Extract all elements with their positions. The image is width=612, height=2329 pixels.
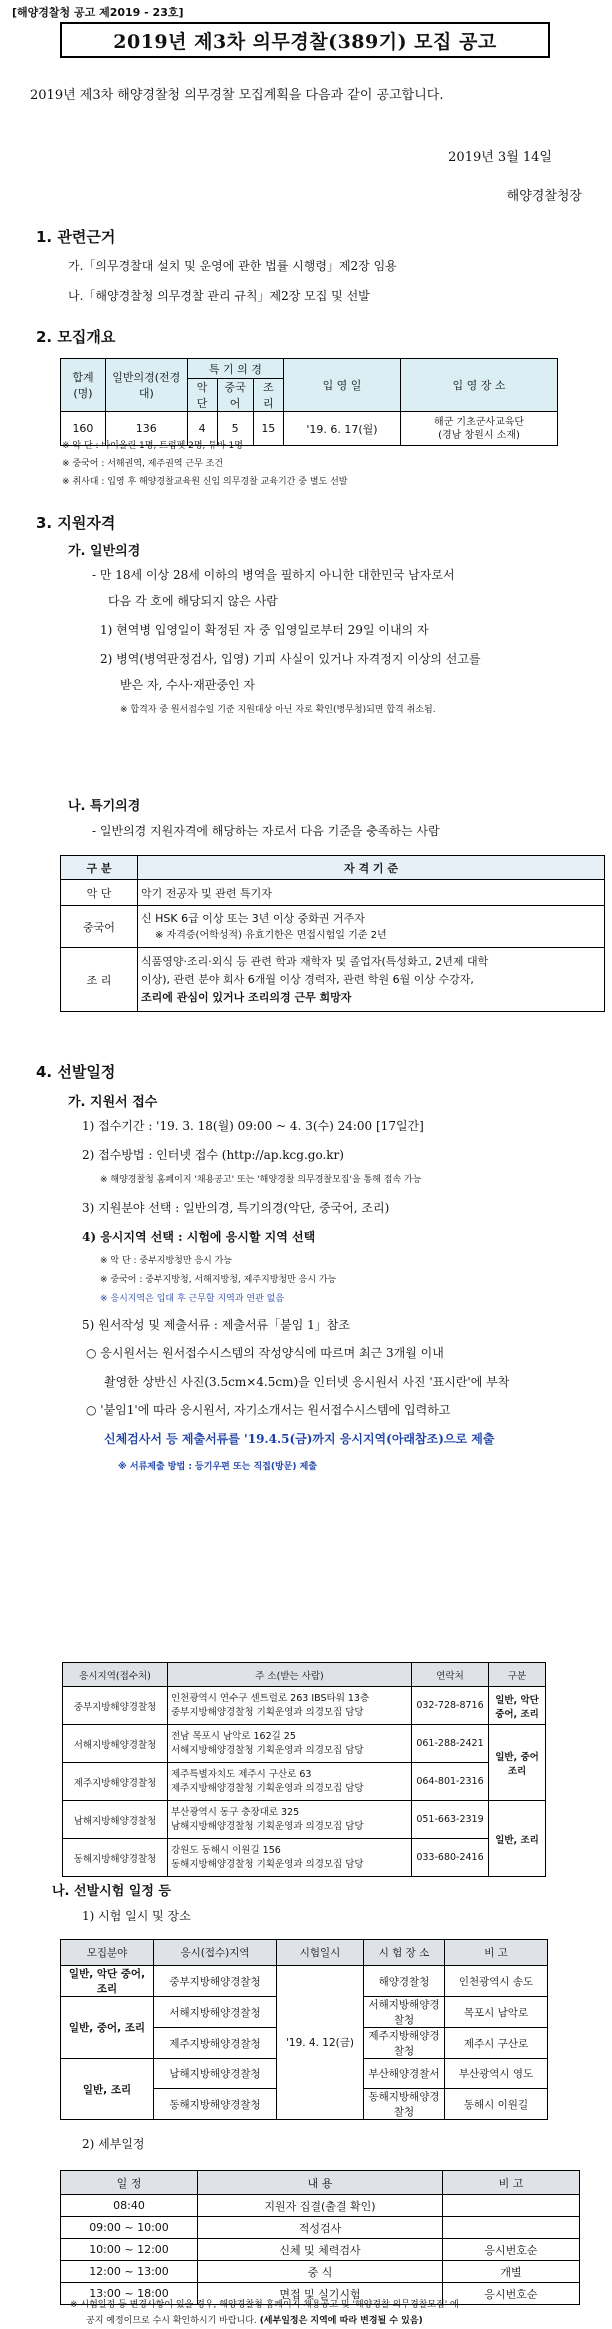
header-entry-place: 입 영 장 소: [401, 359, 558, 412]
notice-date: 2019년 3월 14일: [448, 150, 552, 165]
exam-note-jungbu: 인천광역시 송도: [445, 1966, 548, 1997]
exam-field-3: 일반, 조리: [61, 2059, 154, 2120]
footnote-line-2: 공지 예정이므로 수시 확인하시기 바랍니다.: [86, 2316, 257, 2326]
addr-jeju-line-2: 제주지방해양경찰청 기획운영과 의경모집 담당: [171, 1782, 364, 1794]
header-general: 일반의경(전경대): [105, 359, 187, 412]
doc-line-2: 촬영한 상반신 사진(3.5cm×4.5cm)을 인터넷 응시원서 사진 '표시란'에 부착: [104, 1375, 510, 1389]
general-heading: 가. 일반의경: [68, 544, 141, 559]
qual-cook-cell: [138, 948, 605, 1012]
exam-note-namhae: 부산광역시 영도: [445, 2059, 548, 2089]
addr-namhae-line-2: 남해지방해양경찰청 기획운영과 의경모집 담당: [171, 1820, 364, 1832]
exam-date: '19. 4. 12(금): [277, 1966, 364, 2120]
exam-field-2: 일반, 중어, 조리: [61, 1997, 154, 2059]
basis-item-1: 가.「의무경찰대 설치 및 운영에 관한 법률 시행령」제2장 임용: [68, 259, 397, 273]
qual-cat-band: 악 단: [61, 880, 138, 906]
qual-cook-line-2: 이상), 관련 분야 회사 6개월 이상 경력자, 관련 학원 6월 이상 수강자,: [141, 972, 474, 986]
special-heading: 나. 특기의경: [68, 799, 141, 814]
detail-time-5: 13:00 ~ 18:00: [61, 2283, 198, 2305]
app-method: 2) 접수방법 : 인터넷 접수 (http://ap.kcg.go.kr): [82, 1148, 344, 1162]
exam-place-jungbu: 해양경찰청: [364, 1966, 445, 1997]
addr-donghae-line-1: 강원도 동해시 이원길 156: [171, 1844, 281, 1856]
qual-header-criteria: 자 격 기 준: [138, 856, 605, 880]
qual-band-line: 악기 전공자 및 관련 특기자: [138, 880, 605, 906]
detail-header-time: 일 정: [61, 2171, 198, 2195]
exam-header-date: 시험일시: [277, 1940, 364, 1966]
addr-region-jungbu: 중부지방해양경찰청: [63, 1687, 168, 1725]
detail-note-5: 응시번호순: [443, 2283, 580, 2305]
doc-submit-note: ※ 서류제출 방법 : 등기우편 또는 직접(방문) 제출: [118, 1462, 318, 1472]
general-line-1: - 만 18세 이상 28세 이하의 병역을 필하지 아니한 대한민국 남자로서: [92, 568, 455, 582]
addr-jungbu-line-2: 중부지방해양경찰청 기획운영과 의경모집 담당: [171, 1706, 364, 1718]
entry-place-name: 해군 기초군사교육단: [433, 416, 525, 428]
region-address-table: [62, 1662, 546, 1877]
qual-chinese-line-2: ※ 자격증(어학성적) 유효기한은 면접시험일 기준 2년: [155, 929, 387, 941]
detail-content-3: 신체 및 체력검사: [198, 2239, 443, 2261]
exam-region-donghae: 동해지방해양경찰청: [154, 2089, 277, 2120]
exam-note-seohae: 목포시 남악로: [445, 1997, 548, 2028]
detail-time-2: 09:00 ~ 10:00: [61, 2217, 198, 2239]
footnote-line-3: (세부일정은 지역에 따라 변경될 수 있음): [259, 2316, 423, 2326]
detail-content-4: 중 식: [198, 2261, 443, 2283]
detail-note-4: 개별: [443, 2261, 580, 2283]
header-cook: 조 리: [253, 379, 283, 412]
qualification-table: [60, 855, 605, 1012]
addr-region-namhae: 남해지방해양경찰청: [63, 1801, 168, 1839]
exam-note-jeju: 제주시 구산로: [445, 2028, 548, 2059]
detail-time-1: 08:40: [61, 2195, 198, 2217]
addr-namhae: [168, 1801, 412, 1839]
group-1: 일반, 악단 중어, 조리: [489, 1687, 546, 1725]
footnote: [70, 2297, 600, 2329]
detail-note-3: 응시번호순: [443, 2239, 580, 2261]
addr-region-jeju: 제주지방해양경찰청: [63, 1763, 168, 1801]
doc-line-1: ○ 응시원서는 원서접수시스템의 작성양식에 따르며 최근 3개월 이내: [86, 1346, 444, 1360]
addr-seohae-line-1: 전남 목포시 남악로 162길 25: [171, 1730, 296, 1742]
special-intro: - 일반의경 지원자격에 해당하는 자로서 다음 기준을 충족하는 사람: [92, 824, 440, 838]
exam-header-field: 모집분야: [61, 1940, 154, 1966]
tel-seohae: 061-288-2421: [412, 1725, 489, 1763]
exam-place-seohae: 서해지방해양경찰청: [364, 1997, 445, 2028]
intro-text: 2019년 제3차 해양경찰청 의무경찰 모집계획을 다음과 같이 공고합니다.: [30, 88, 444, 103]
detail-schedule-table: [60, 2170, 580, 2305]
issuer: 해양경찰청장: [506, 189, 582, 204]
exam-header-region: 응시(접수)지역: [154, 1940, 277, 1966]
exam-header-place: 시 험 장 소: [364, 1940, 445, 1966]
detail-time-3: 10:00 ~ 12:00: [61, 2239, 198, 2261]
app-method-note: ※ 해양경찰청 홈페이지 '채용공고' 또는 '해양경찰 의무경찰모집'을 통해 접속 가능: [100, 1175, 422, 1185]
qual-chinese-line-1: 신 HSK 6급 이상 또는 3년 이상 중화권 거주자: [141, 911, 365, 925]
note-cook: ※ 취사대 : 입영 후 해양경찰교육원 신임 의무경찰 교육기간 중 별도 선발: [62, 477, 348, 487]
group-2: 일반, 중어 조리: [489, 1725, 546, 1801]
app-period: 1) 접수기간 : '19. 3. 18(월) 09:00 ~ 4. 3(수) 24:00 [17일간]: [82, 1119, 424, 1133]
detail-subheading: 2) 세부일정: [82, 2137, 145, 2151]
header-total: 합계(명): [61, 359, 106, 412]
cell-chinese: 5: [217, 412, 253, 446]
tel-donghae: 033-680-2416: [412, 1839, 489, 1877]
exam-field-1: 일반, 악단 중어, 조리: [61, 1966, 154, 1997]
addr-seohae-line-2: 서해지방해양경찰청 기획운영과 의경모집 담당: [171, 1744, 364, 1756]
doc-line-3: ○ '붙임1'에 따라 응시원서, 자기소개서는 원서접수시스템에 입력하고: [86, 1403, 451, 1417]
general-line-4: 2) 병역(병역판정검사, 입영) 기피 사실이 있거나 자격정지 이상의 선고를: [100, 652, 481, 666]
note-chinese: ※ 중국어 : 서해권역, 제주권역 근무 조건: [62, 459, 224, 469]
recruit-summary-table: [60, 358, 558, 446]
app-region: 4) 응시지역 선택 : 시험에 응시할 지역 선택: [82, 1230, 316, 1244]
addr-region-donghae: 동해지방해양경찰청: [63, 1839, 168, 1877]
tel-jungbu: 032-728-8716: [412, 1687, 489, 1725]
qual-cat-cook: 조 리: [61, 948, 138, 1012]
entry-place-location: (경남 창원시 소재): [438, 429, 520, 441]
exam-region-jungbu: 중부지방해양경찰청: [154, 1966, 277, 1997]
exam-header-note: 비 고: [445, 1940, 548, 1966]
detail-note-2: [443, 2217, 580, 2239]
qual-cook-line-3: 조리에 관심이 있거나 조리의경 근무 희망자: [141, 990, 352, 1004]
addr-jeju: [168, 1763, 412, 1801]
general-note: ※ 합격자 중 원서접수일 기준 지원대상 아닌 자로 확인(병무청)되면 합격 취소됨.: [120, 705, 436, 715]
cell-total: 160: [61, 412, 106, 446]
note-band: ※ 악 단 : 바이올린 1명, 트럼펫 2명, 튜바 1명: [62, 441, 243, 451]
addr-region-seohae: 서해지방해양경찰청: [63, 1725, 168, 1763]
group-3: 일반, 조리: [489, 1801, 546, 1877]
basis-item-2: 나.「해양경찰청 의무경찰 관리 규칙」제2장 모집 및 선발: [68, 289, 370, 303]
exam-place-donghae: 동해지방해양경찰청: [364, 2089, 445, 2120]
detail-note-1: [443, 2195, 580, 2217]
exam-region-jeju: 제주지방해양경찰청: [154, 2028, 277, 2059]
cell-general: 136: [105, 412, 187, 446]
detail-header-note: 비 고: [443, 2171, 580, 2195]
footnote-line-2-wrap: [70, 2313, 600, 2329]
region-note-general: ※ 응시지역은 입대 후 근무할 지역과 연관 없음: [100, 1294, 285, 1304]
addr-donghae: [168, 1839, 412, 1877]
page-title: 2019년 제3차 의무경찰(389기) 모집 공고: [60, 22, 550, 58]
footnote-line-1: ※ 시험일정 등 변경사항이 있을 경우, 해양경찰청 홈페이지 채용공고 및 '해양경찰 의무경찰모집' 에: [70, 2300, 459, 2310]
detail-content-1: 지원자 집결(출결 확인): [198, 2195, 443, 2217]
exam-region-namhae: 남해지방해양경찰청: [154, 2059, 277, 2089]
application-heading: 가. 지원서 접수: [68, 1095, 158, 1110]
addr-namhae-line-1: 부산광역시 동구 충장대로 325: [171, 1806, 300, 1818]
addr-header-group: 구분: [489, 1663, 546, 1687]
qual-cat-chinese: 중국어: [61, 906, 138, 948]
section-3-title: 3. 지원자격: [36, 514, 116, 532]
tel-jeju: 064-801-2316: [412, 1763, 489, 1801]
app-documents: 5) 원서작성 및 제출서류 : 제출서류「붙임 1」참조: [82, 1318, 350, 1332]
addr-header-tel: 연락처: [412, 1663, 489, 1687]
tel-namhae: 051-663-2319: [412, 1801, 489, 1839]
cell-entry-date: '19. 6. 17(월): [284, 412, 401, 446]
cell-entry-place: [401, 412, 558, 446]
header-entry-date: 입 영 일: [284, 359, 401, 412]
section-4-title: 4. 선발일정: [36, 1063, 116, 1081]
addr-jungbu-line-1: 인천광역시 연수구 센트럴로 263 IBS타워 13층: [171, 1692, 370, 1704]
exam-subheading: 1) 시험 일시 및 장소: [82, 1909, 191, 1923]
header-chinese: 중국어: [217, 379, 253, 412]
addr-jeju-line-1: 제주특별자치도 제주시 구산로 63: [171, 1768, 312, 1780]
exam-place-jeju: 제주지방해양경찰청: [364, 2028, 445, 2059]
general-line-2: 다음 각 호에 해당되지 않은 사람: [108, 594, 278, 608]
qual-cook-line-1: 식품영양·조리·외식 등 관련 학과 재학자 및 졸업자(특성화고, 2년제 대학: [141, 954, 489, 968]
qual-chinese-cell: [138, 906, 605, 948]
detail-content-5: 면접 및 실기시험: [198, 2283, 443, 2305]
notice-number: [해양경찰청 공고 제2019 - 23호]: [12, 6, 184, 19]
doc-line-4: 신체검사서 등 제출서류를 '19.4.5(금)까지 응시지역(아래참조)으로 제출: [104, 1432, 495, 1446]
qual-header-category: 구 분: [61, 856, 138, 880]
general-line-5: 받은 자, 수사·재판중인 자: [120, 678, 255, 692]
exam-place-namhae: 부산해양경찰서: [364, 2059, 445, 2089]
exam-note-donghae: 동해시 이원길: [445, 2089, 548, 2120]
exam-heading: 나. 선발시험 일정 등: [52, 1884, 171, 1899]
addr-seohae: [168, 1725, 412, 1763]
exam-schedule-table: [60, 1939, 548, 2120]
region-note-chinese: ※ 중국어 : 중부지방청, 서해지방청, 제주지방청만 응시 가능: [100, 1275, 337, 1285]
detail-time-4: 12:00 ~ 13:00: [61, 2261, 198, 2283]
cell-cook: 15: [253, 412, 283, 446]
section-2-title: 2. 모집개요: [36, 328, 116, 346]
general-line-3: 1) 현역병 입영일이 확정된 자 중 입영일로부터 29일 이내의 자: [100, 623, 429, 637]
detail-header-content: 내 용: [198, 2171, 443, 2195]
cell-band: 4: [187, 412, 217, 446]
addr-jungbu: [168, 1687, 412, 1725]
section-1-title: 1. 관련근거: [36, 228, 116, 246]
addr-header-region: 응시지역(접수처): [63, 1663, 168, 1687]
app-field: 3) 지원분야 선택 : 일반의경, 특기의경(악단, 중국어, 조리): [82, 1201, 390, 1215]
region-note-band: ※ 악 단 : 중부지방청만 응시 가능: [100, 1256, 233, 1266]
header-special: 특 기 의 경: [187, 359, 283, 379]
addr-header-address: 주 소(받는 사람): [168, 1663, 412, 1687]
exam-region-seohae: 서해지방해양경찰청: [154, 1997, 277, 2028]
detail-content-2: 적성검사: [198, 2217, 443, 2239]
addr-donghae-line-2: 동해지방해양경찰청 기획운영과 의경모집 담당: [171, 1858, 364, 1870]
header-band: 악 단: [187, 379, 217, 412]
